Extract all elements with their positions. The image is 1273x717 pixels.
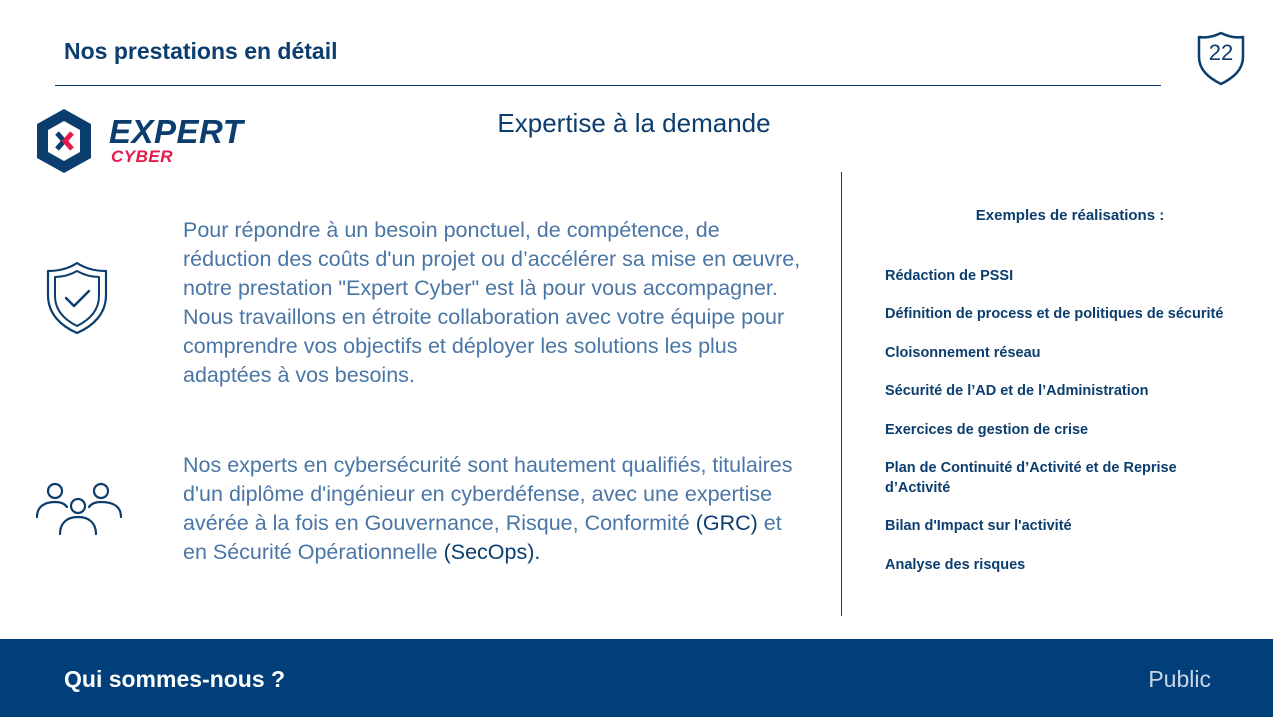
example-item: Plan de Continuité d’Activité et de Reprise d’Activité xyxy=(885,459,1177,496)
examples-list xyxy=(885,266,1255,593)
footer-bar xyxy=(0,639,1273,717)
expert-cyber-logo xyxy=(33,107,263,175)
grc-term: (GRC) xyxy=(695,511,758,535)
experts-paragraph xyxy=(183,451,803,567)
page-title: Nos prestations en détail xyxy=(64,38,338,64)
example-item: Définition de process et de politiques de sécurité xyxy=(885,306,1224,323)
intro-paragraph: Pour répondre à un besoin ponctuel, de compétence, de réduction des coûts d'un projet ou d’accélérer sa mise en œuvre, notre prestation "Expert Cyber" est là pour vous accompagner. Nous travaillons en étroite collaboration avec votre équipe pour comprendre vos objectifs et déployer les solutions les plus adaptées à vos besoins. xyxy=(183,218,801,387)
example-item: Sécurité de l’AD et de l’Administration xyxy=(885,383,1149,400)
examples-heading: Exemples de réalisations : xyxy=(975,207,1165,224)
example-item: Bilan d'Impact sur l'activité xyxy=(885,518,1072,535)
people-group-icon xyxy=(34,481,124,537)
example-item: Rédaction de PSSI xyxy=(885,268,1014,284)
vertical-divider xyxy=(841,172,842,616)
example-item: Cloisonnement réseau xyxy=(885,344,1041,361)
hexagon-logo-icon xyxy=(33,107,95,175)
experts-text-2: et en Sécurité Opérationnelle xyxy=(183,511,782,564)
page-number-badge xyxy=(1196,31,1246,86)
logo-word-expert: EXPERT xyxy=(109,113,244,150)
logo-word-cyber: CYBER xyxy=(111,147,174,166)
shield-check-icon xyxy=(45,261,109,335)
experts-text-1: Nos experts en cybersécurité sont hautement qualifiés, titulaires d'un diplôme d'ingénieur en cyberdéfense, avec une expertise avérée à la fois en Gouvernance, Risque, Conformité xyxy=(183,453,793,535)
footer-title: Qui sommes-nous ? xyxy=(64,666,286,692)
example-item: Analyse des risques xyxy=(885,556,1026,573)
secops-term: (SecOps). xyxy=(443,540,541,564)
example-item: Exercices de gestion de crise xyxy=(885,421,1089,438)
header-divider xyxy=(55,85,1161,86)
section-title: Expertise à la demande xyxy=(497,108,771,138)
page-number: 22 xyxy=(1208,40,1234,65)
classification-label: Public xyxy=(1148,666,1211,692)
